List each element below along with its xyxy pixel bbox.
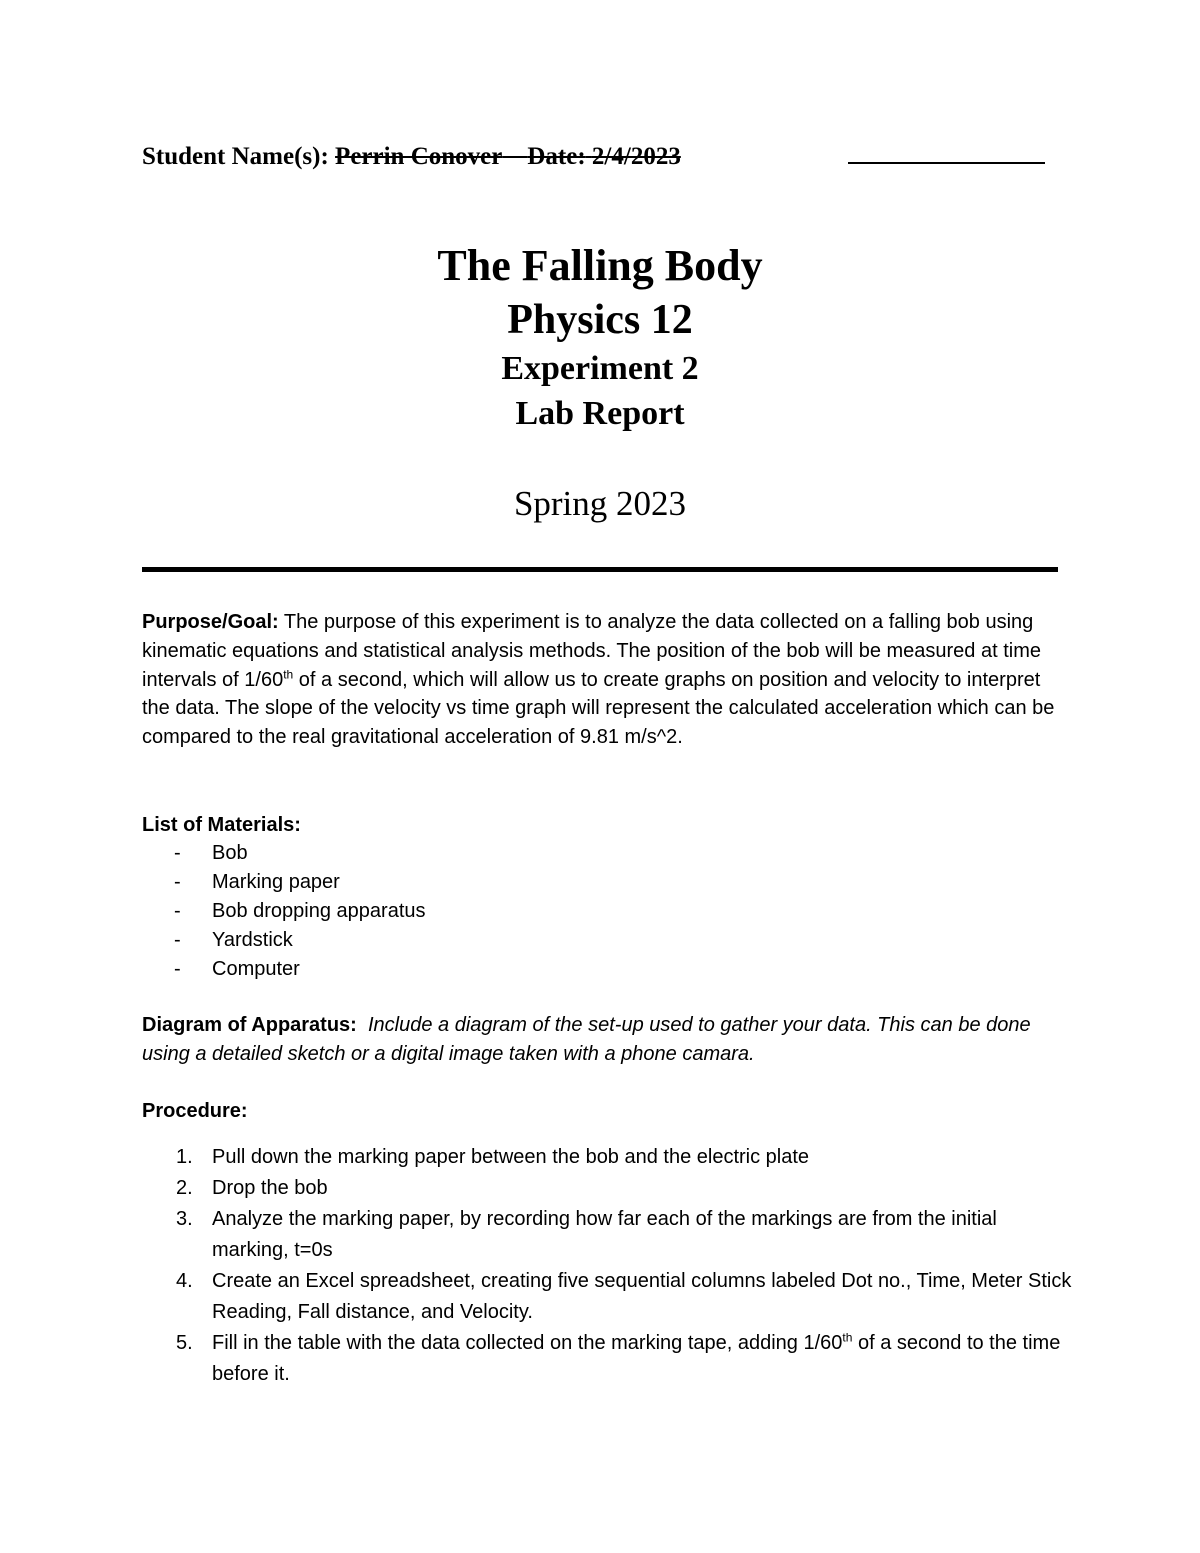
- diagram-label: Diagram of Apparatus:: [142, 1014, 357, 1036]
- list-item: - Yardstick: [174, 929, 293, 951]
- purpose-section: [142, 608, 1072, 752]
- course-title: Physics 12: [507, 297, 693, 343]
- date-label: Date:: [527, 143, 586, 170]
- list-item: - Marking paper: [174, 871, 340, 893]
- list-item: 5. Fill in the table with the data collected on the marking tape, adding 1/60th of a second to the time before it.: [176, 1330, 1061, 1385]
- student-name-value: Perrin Conover Date: 2/4/2023: [335, 143, 681, 170]
- procedure-list: [142, 1142, 1072, 1390]
- term: Spring 2023: [513, 484, 687, 523]
- list-item: 1. Pull down the marking paper between the bob and the electric plate: [176, 1146, 810, 1168]
- report-type: Lab Report: [515, 395, 685, 432]
- materials-heading: List of Materials:: [142, 814, 301, 836]
- experiment-number: Experiment 2: [501, 350, 699, 387]
- diagram-section: [142, 1011, 1072, 1069]
- list-item: 4. Create an Excel spreadsheet, creating five sequential columns labeled Dot no., Time, Meter Stick Reading, Fall distance, and Velocity.: [176, 1270, 1072, 1323]
- purpose-text-a: The purpose of this experiment is to analyze the data collected on a falling bob using kinematic equations and statistical analysis methods. The position of the bob will be measured at time intervals of 1/60: [142, 611, 1042, 691]
- report-title: The Falling Body: [437, 241, 763, 290]
- list-item: 2. Drop the bob: [176, 1177, 328, 1199]
- date-value: 2/4/2023: [591, 143, 681, 170]
- list-item: - Bob dropping apparatus: [174, 900, 426, 922]
- list-item: - Bob: [174, 842, 248, 864]
- diagram-instructions: Include a diagram of the set-up used to gather your data. This can be done using a detailed sketch or a digital image taken with a phone camara.: [142, 1014, 1031, 1065]
- student-name-label: Student Name(s):: [142, 143, 329, 170]
- list-item: 3. Analyze the marking paper, by recording how far each of the markings are from the initial marking, t=0s: [176, 1208, 997, 1261]
- title-divider: [142, 567, 1058, 572]
- signature-blank-line: [848, 162, 1045, 164]
- materials-list: [142, 839, 1072, 984]
- purpose-superscript: th: [283, 666, 294, 681]
- list-item: - Computer: [174, 958, 300, 980]
- procedure-heading: Procedure:: [142, 1100, 248, 1122]
- student-header: [142, 143, 681, 171]
- purpose-text-b: of a second, which will allow us to create graphs on position and velocity to interpret the data. The slope of the velocity vs time graph will represent the calculated acceleration which can be compared to the real gravitational acceleration of 9.81 m/s^2.: [142, 668, 1055, 749]
- purpose-label: Purpose/Goal:: [142, 611, 279, 633]
